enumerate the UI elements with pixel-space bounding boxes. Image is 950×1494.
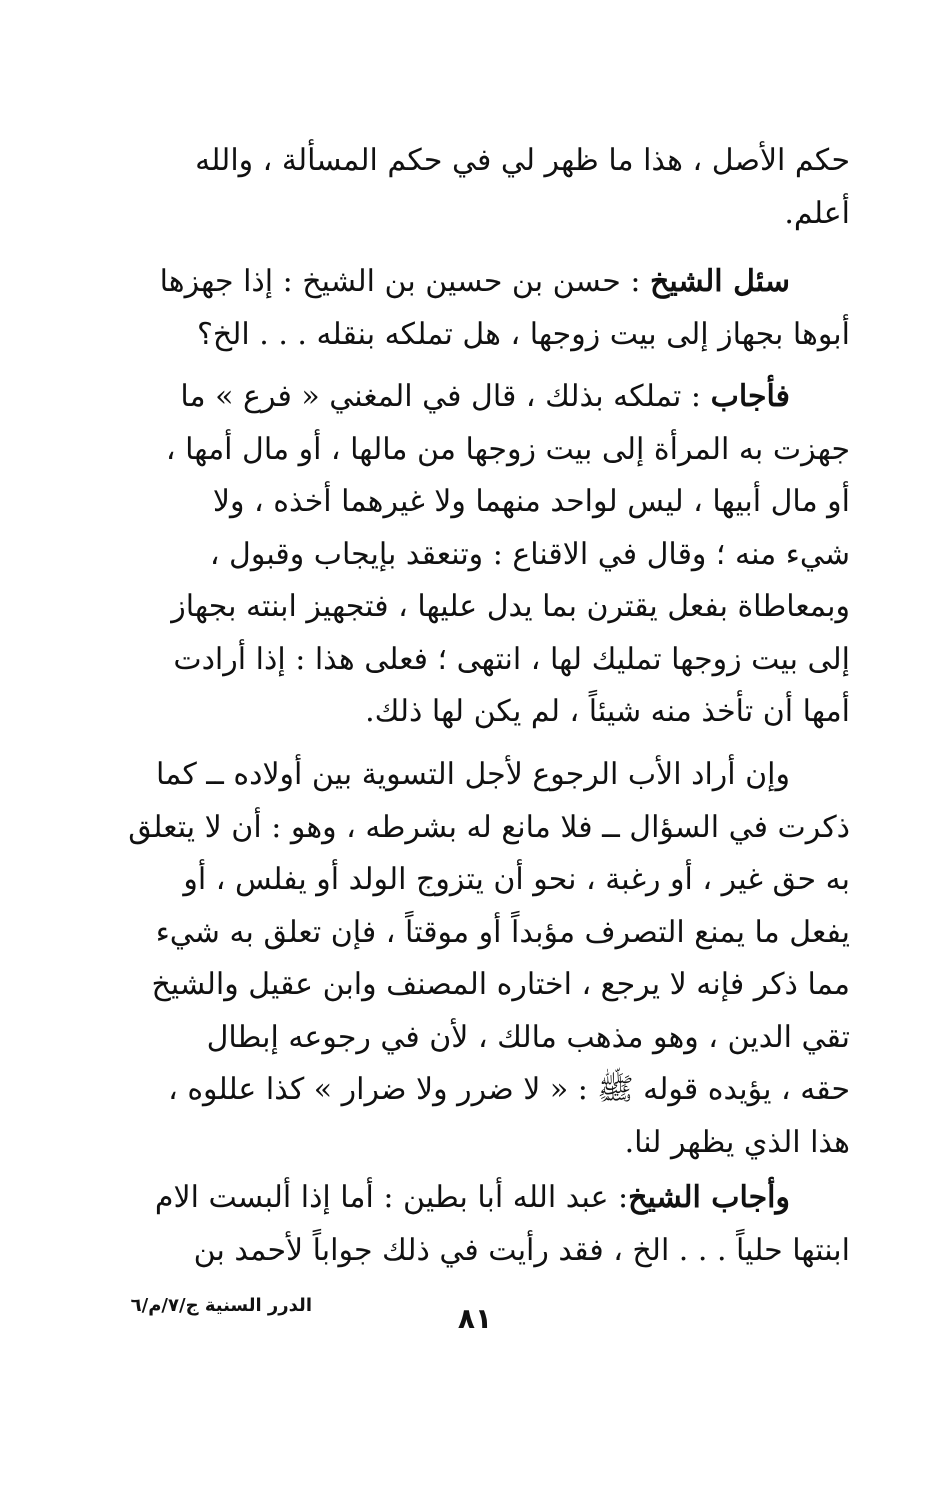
text-line: به حق غير ، أو رغبة ، نحو أن يتزوج الولد أو يفلس ، أو [183,862,850,897]
text-line: شيء منه ؛ وقال في الاقناع : وتنعقد بإيجاب وقبول ، [209,536,850,572]
text-line: أمها أن تأخذ منه شيئاً ، لم يكن لها ذلك. [365,694,850,729]
text-line: أعلم. [784,195,850,231]
text-line: وإن أراد الأب الرجوع لأجل التسوية بين أولاده ــ كما [155,757,790,792]
paragraph-answer [102,371,850,739]
text-line: هذا الذي يظهر لنا. [624,1124,850,1160]
text-line [102,256,850,309]
answer-heading: فأجاب [710,379,790,414]
text-line: وبمعاطاة بفعل يقترن بما يدل عليها ، فتجهيز ابنته بجهاز [171,589,850,624]
text-line: أو مال أبيها ، ليس لواحد منهما ولا غيرهما أخذه ، ولا [212,484,850,519]
second-answer-heading: وأجاب الشيخ [628,1180,790,1215]
question-heading: سئل الشيخ [649,264,790,299]
text-line: جهزت به المرأة إلى بيت زوجها من مالها ، أو مال أمها ، [165,431,850,467]
question-text: : حسن بن حسين بن الشيخ : إذا جهزها [159,264,650,299]
source-reference: الدرر السنية ج/٧/م/٦ [130,1295,312,1316]
text-line: حكم الأصل ، هذا ما ظهر لي في حكم المسألة ، والله [195,143,850,178]
text-line: أبوها بجهاز إلى بيت زوجها ، هل تملكه بنقله . . . الخ؟ [196,316,850,352]
text-line: مما ذكر فإنه لا يرجع ، اختاره المصنف وابن عقيل والشيخ [151,967,850,1002]
text-line: ابنتها حلياً . . . الخ ، فقد رأيت في ذلك جواباً لأحمد بن [193,1232,850,1268]
paragraph-conclusion [102,135,850,240]
text-line: إلى بيت زوجها تمليك لها ، انتهى ؛ فعلى هذا : إذا أرادت [173,641,850,677]
second-answer-text: : عبد الله أبا بطين : أما إذا ألبست الام [154,1180,629,1215]
paragraph-return-ruling [102,749,850,1169]
answer-text: : تملكه بذلك ، قال في المغني « فرع » ما [180,379,711,414]
text-line: حقه ، يؤيده قوله ﷺ : « لا ضرر ولا ضرار » كذا عللوه ، [168,1072,850,1107]
text-line: ذكرت في السؤال ــ فلا مانع له بشرطه ، وهو : أن لا يتعلق [128,809,850,845]
paragraph-question [102,256,850,361]
paragraph-second-answer [102,1172,850,1277]
text-line [102,1172,850,1225]
page-number: ٨١ [457,1302,493,1335]
text-line: يفعل ما يمنع التصرف مؤبداً أو موقتاً ، فإن تعلق به شيء [155,914,850,950]
text-line [102,371,850,424]
text-line: تقي الدين ، وهو مذهب مالك ، لأن في رجوعه إبطال [206,1019,850,1055]
